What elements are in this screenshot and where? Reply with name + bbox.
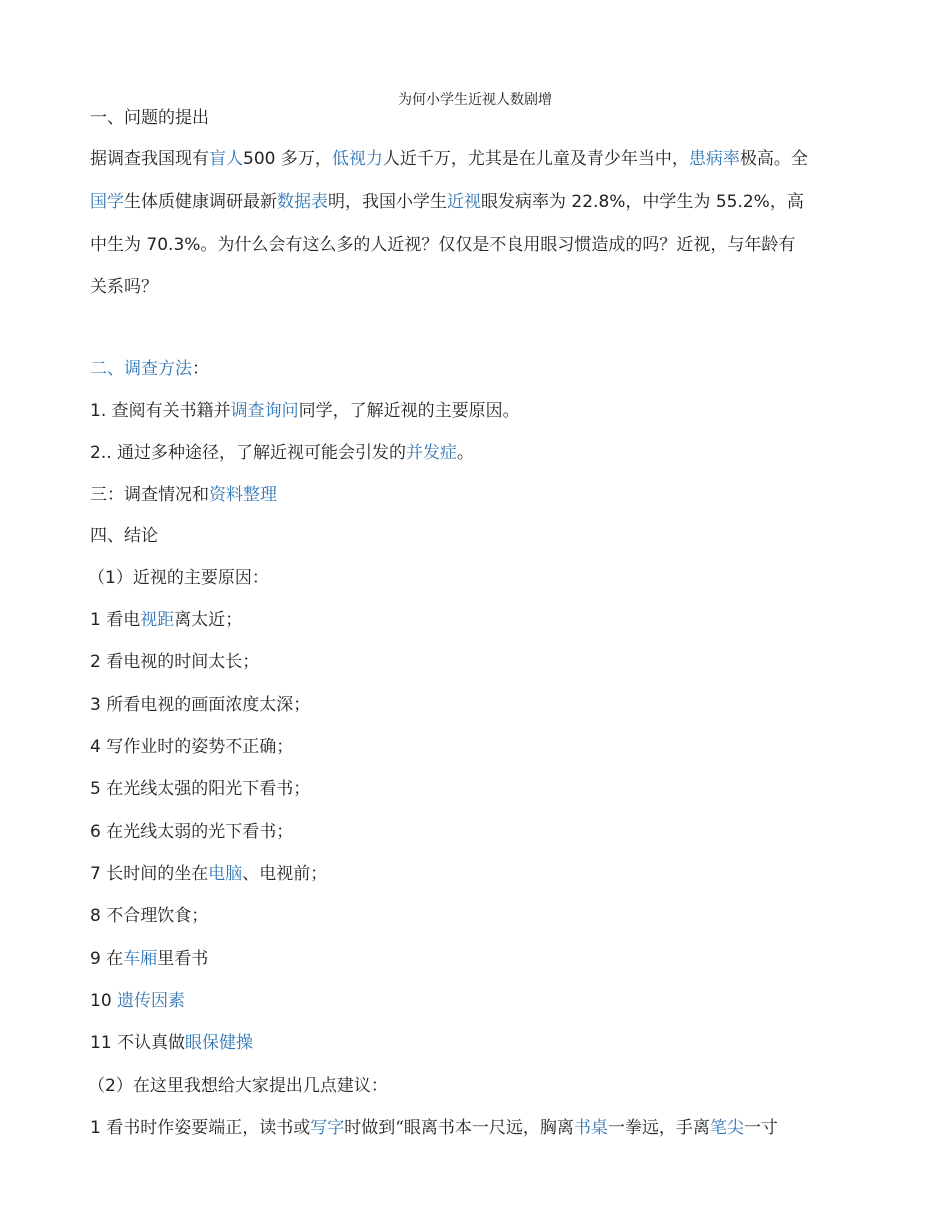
cause-item bbox=[90, 693, 310, 717]
paragraph-1-line-4: 关系吗？ bbox=[90, 277, 158, 297]
text-run: 三：调查情况和 bbox=[90, 485, 209, 505]
text-run: 同学，了解近视的主要原因。 bbox=[298, 401, 520, 421]
item-number: 1 bbox=[105, 568, 116, 588]
text-run: 在 bbox=[100, 949, 124, 969]
item-number: 2 bbox=[90, 652, 101, 672]
paragraph-1-line-1 bbox=[90, 147, 808, 171]
method-item-2 bbox=[90, 441, 474, 465]
section-1-heading: 一、问题的提出 bbox=[90, 108, 209, 128]
paragraph-1-line-2 bbox=[90, 190, 804, 214]
link-myopia[interactable]: 近视 bbox=[447, 192, 481, 212]
number: 70.3% bbox=[146, 235, 201, 255]
text-run: 一拳远，手离 bbox=[607, 1118, 710, 1138]
link-blind[interactable]: 盲人 bbox=[209, 149, 243, 169]
item-number: 2 bbox=[90, 443, 101, 463]
item-number: 1 bbox=[90, 401, 101, 421]
link-viewing-distance[interactable]: 视距 bbox=[140, 610, 175, 630]
link-carriage[interactable]: 车厢 bbox=[123, 949, 158, 969]
text-run: （ bbox=[88, 1076, 105, 1096]
text-run: ，高 bbox=[769, 192, 804, 212]
link-desk[interactable]: 书桌 bbox=[573, 1118, 608, 1138]
document-title: 为何小学生近视人数剧增 bbox=[398, 92, 552, 108]
number: 500 bbox=[243, 149, 276, 169]
link-genetic-factors[interactable]: 遗传因素 bbox=[117, 991, 186, 1011]
link-computer[interactable]: 电脑 bbox=[208, 864, 243, 884]
text-run: 多万， bbox=[275, 149, 332, 169]
item-number: 3 bbox=[90, 695, 101, 715]
text-run: 不认真做 bbox=[111, 1033, 186, 1053]
text-run: ： bbox=[192, 359, 209, 379]
text-run: 中生为 bbox=[90, 235, 147, 255]
link-eye-exercises[interactable]: 眼保健操 bbox=[185, 1033, 254, 1053]
item-number: 4 bbox=[90, 737, 101, 757]
text-run: 生体质健康调研最新 bbox=[124, 192, 277, 212]
text-run: 在光线太弱的光下看书； bbox=[100, 822, 294, 842]
cause-item bbox=[90, 608, 242, 632]
suggestion-item bbox=[90, 1116, 778, 1140]
item-number: 11 bbox=[90, 1033, 112, 1053]
item-number: 9 bbox=[90, 949, 101, 969]
text-run: 一寸 bbox=[743, 1118, 778, 1138]
paragraph-1-line-3 bbox=[90, 233, 795, 257]
text-run: 据调查我国现有 bbox=[90, 149, 209, 169]
subsection-2-heading bbox=[88, 1074, 388, 1098]
section-2-heading bbox=[90, 357, 209, 381]
item-number: 7 bbox=[90, 864, 101, 884]
text-run: 不合理饮食； bbox=[100, 906, 209, 926]
cause-item bbox=[90, 1031, 253, 1055]
section-3-heading bbox=[90, 483, 277, 507]
cause-item bbox=[90, 777, 310, 801]
section-4-heading: 四、结论 bbox=[90, 526, 158, 546]
text-run: ）近视的主要原因： bbox=[115, 568, 269, 588]
link-study[interactable]: 学 bbox=[107, 192, 124, 212]
link-country[interactable]: 国 bbox=[90, 192, 107, 212]
link-low-vision[interactable]: 低视力 bbox=[331, 149, 383, 169]
number: 22.8% bbox=[571, 192, 626, 212]
cause-item bbox=[90, 904, 208, 928]
text-run: 极高。全 bbox=[739, 149, 808, 169]
text-run: 看电 bbox=[100, 610, 141, 630]
text-run: 眼发病率为 bbox=[481, 192, 572, 212]
text-run: 长时间的坐在 bbox=[100, 864, 209, 884]
text-run: . 查阅有关书籍并 bbox=[100, 401, 231, 421]
text-run: .. 通过多种途径，了解近视可能会引发的 bbox=[100, 443, 407, 463]
cause-item bbox=[90, 947, 208, 971]
text-run: 看书时作姿要端正，读书或 bbox=[100, 1118, 311, 1138]
text-run: 人近千万，尤其是在儿童及青少年当中， bbox=[382, 149, 689, 169]
text-run: 写作业时的姿势不正确； bbox=[100, 737, 294, 757]
text-run: 离太近； bbox=[174, 610, 243, 630]
cause-item bbox=[90, 650, 259, 674]
item-number: 1 bbox=[90, 1118, 101, 1138]
cause-item bbox=[90, 820, 293, 844]
link-pen-tip[interactable]: 笔尖 bbox=[709, 1118, 744, 1138]
item-number: 8 bbox=[90, 906, 101, 926]
text-run: 时做到“眼离书本一尺远，胸离 bbox=[344, 1118, 574, 1138]
item-number: 5 bbox=[90, 779, 101, 799]
text-run: 。为什么会有这么多的人近视？仅仅是不良用眼习惯造成的吗？近视，与年龄有 bbox=[200, 235, 796, 255]
link-survey-inquiry[interactable]: 调查询问 bbox=[230, 401, 299, 421]
item-number: 6 bbox=[90, 822, 101, 842]
text-run: 里看书 bbox=[157, 949, 209, 969]
item-number: 2 bbox=[105, 1076, 116, 1096]
link-data-organization[interactable]: 资料整理 bbox=[209, 485, 277, 505]
item-number: 10 bbox=[90, 991, 112, 1011]
number: 55.2% bbox=[715, 192, 770, 212]
cause-item bbox=[90, 735, 293, 759]
section-2-number: 二、 bbox=[90, 359, 124, 379]
cause-item bbox=[90, 989, 185, 1013]
text-run: ，中学生为 bbox=[625, 192, 716, 212]
subsection-1-heading bbox=[88, 566, 269, 590]
text-run: 、电视前； bbox=[242, 864, 328, 884]
cause-item bbox=[90, 862, 327, 886]
text-run: 在光线太强的阳光下看书； bbox=[100, 779, 311, 799]
item-number: 1 bbox=[90, 610, 101, 630]
text-run: 所看电视的画面浓度太深； bbox=[100, 695, 311, 715]
link-writing[interactable]: 写字 bbox=[310, 1118, 345, 1138]
link-data-table[interactable]: 数据表 bbox=[277, 192, 328, 212]
text-run: （ bbox=[88, 568, 105, 588]
text-run: 看电视的时间太长； bbox=[100, 652, 260, 672]
text-run: 。 bbox=[457, 443, 475, 463]
link-survey-method[interactable]: 调查方法 bbox=[124, 359, 192, 379]
link-prevalence[interactable]: 患病率 bbox=[688, 149, 740, 169]
text-run: 明，我国小学生 bbox=[328, 192, 447, 212]
text-run: ）在这里我想给大家提出几点建议： bbox=[115, 1076, 388, 1096]
method-item-1 bbox=[90, 399, 520, 423]
link-complications[interactable]: 并发症 bbox=[406, 443, 458, 463]
